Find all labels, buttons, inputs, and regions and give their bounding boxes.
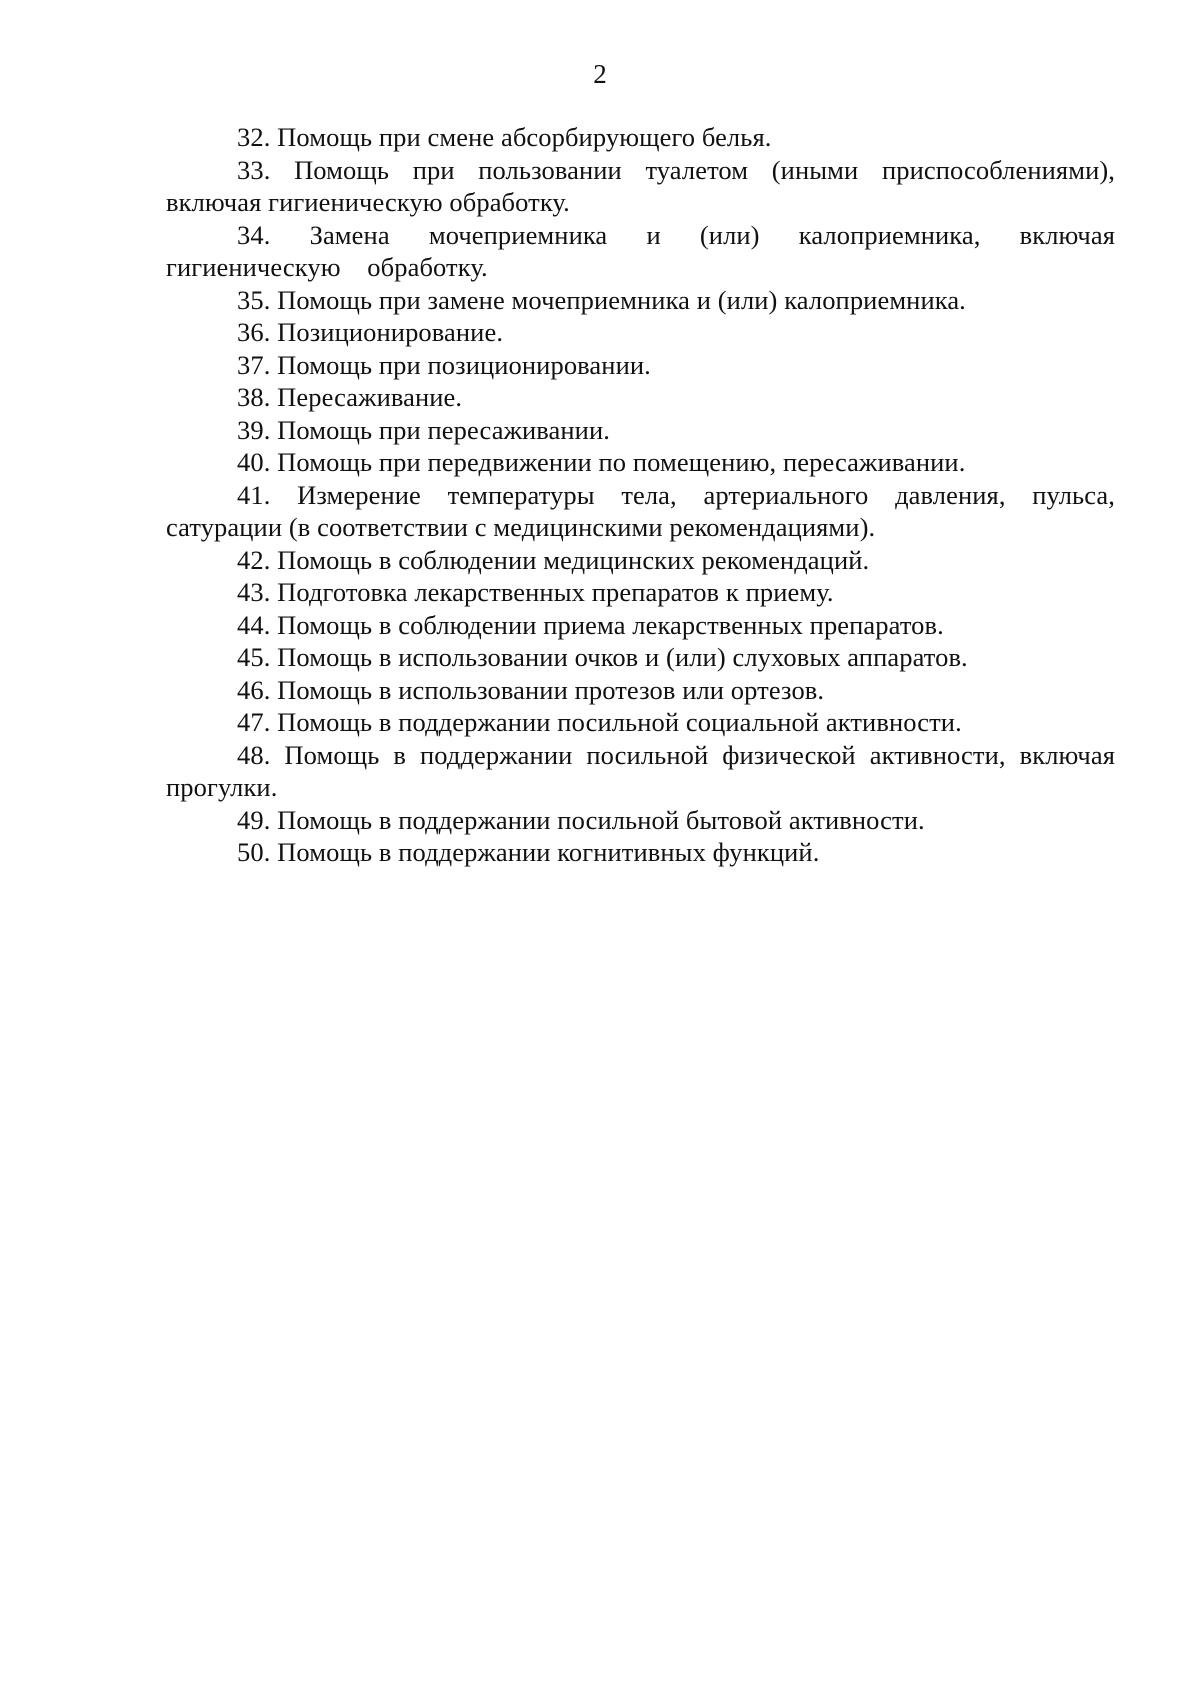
list-item: 39. Помощь при пересаживании.	[237, 414, 610, 445]
list-item: 38. Пересаживание.	[237, 382, 463, 412]
list-item: 50. Помощь в поддержании когнитивных функций.	[237, 837, 820, 867]
services-list	[166, 121, 1115, 869]
list-item: 32. Помощь при смене абсорбирующего белья.	[237, 122, 772, 152]
list-item: 34. Замена мочеприемника и (или) калоприемника, включая гигиеническую обработку.	[166, 219, 1115, 282]
list-item: 49. Помощь в поддержании посильной бытовой активности.	[237, 804, 925, 835]
list-item: 33. Помощь при пользовании туалетом (иными приспособлениями), включая гигиеническую обработку.	[166, 154, 1115, 217]
list-item: 44. Помощь в соблюдении приема лекарственных препаратов.	[237, 609, 944, 640]
list-item: 42. Помощь в соблюдении медицинских рекомендаций.	[237, 544, 870, 575]
list-item: 43. Подготовка лекарственных препаратов к приему.	[237, 577, 834, 607]
list-item: 46. Помощь в использовании протезов или ортезов.	[237, 674, 825, 705]
list-item: 36. Позиционирование.	[237, 317, 504, 347]
list-item: 37. Помощь при позиционировании.	[237, 349, 651, 380]
list-item: 40. Помощь при передвижении по помещению, пересаживании.	[237, 447, 966, 477]
list-item: 45. Помощь в использовании очков и (или) слуховых аппаратов.	[237, 642, 968, 672]
list-item: 41. Измерение температуры тела, артериального давления, пульса, сатурации (в соответствии с медицинскими рекомендациями).	[166, 479, 1115, 542]
list-item: 48. Помощь в поддержании посильной физической активности, включая прогулки.	[166, 739, 1115, 802]
list-item: 35. Помощь при замене мочеприемника и (или) калоприемника.	[237, 284, 966, 315]
list-item: 47. Помощь в поддержании посильной социальной активности.	[237, 707, 962, 737]
page-number: 2	[593, 59, 607, 89]
